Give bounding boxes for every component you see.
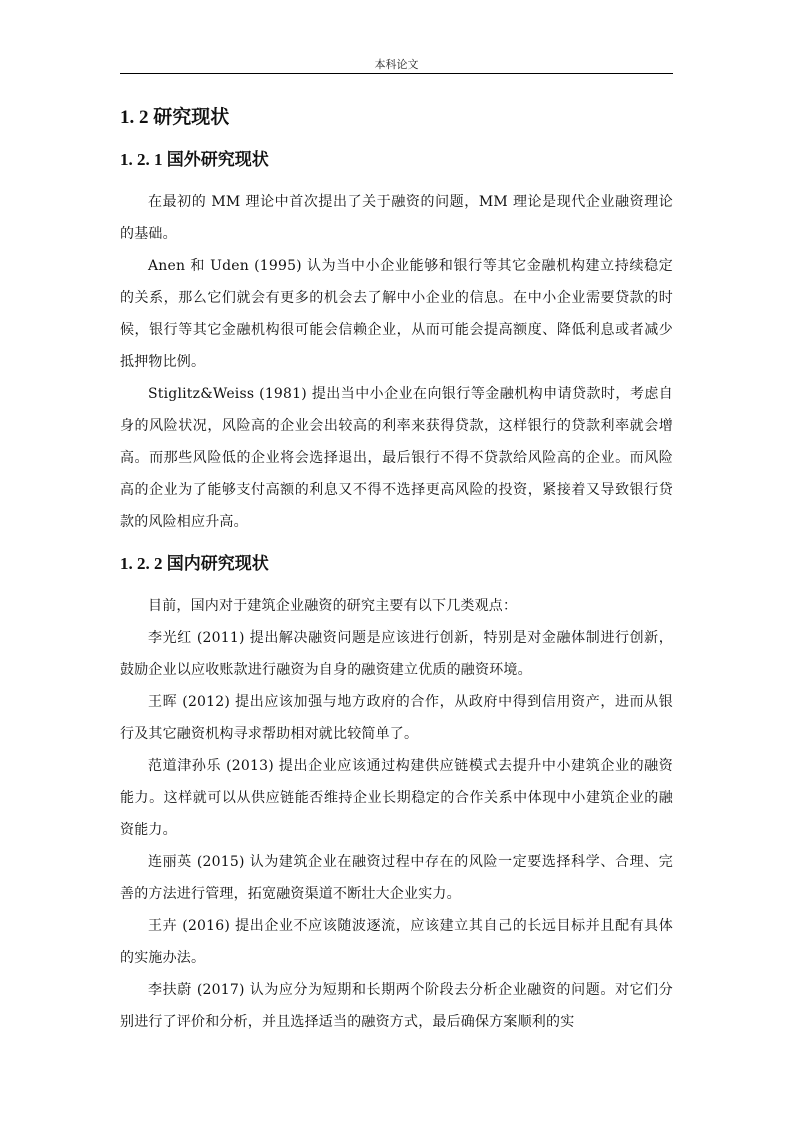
paragraph: 王卉 (2016) 提出企业不应该随波逐流，应该建立其自己的长远目标并且配有具体的实施办法。 <box>120 918 673 966</box>
paragraph: 在最初的 MM 理论中首次提出了关于融资的问题，MM 理论是现代企业融资理论的基础。 <box>120 194 673 242</box>
page-content <box>120 102 673 1038</box>
header-divider <box>120 73 673 74</box>
paragraph: Anen 和 Uden (1995) 认为当中小企业能够和银行等其它金融机构建立持续稳定的关系，那么它们就会有更多的机会去了解中小企业的信息。在中小企业需要贷款的时候，银行等其它金融机构很可能会信赖企业，从而可能会提高额度、降低利息或者减少抵押物比例。 <box>120 258 673 370</box>
paragraph: 连丽英 (2015) 认为建筑企业在融资过程中存在的风险一定要选择科学、合理、完善的方法进行管理，拓宽融资渠道不断壮大企业实力。 <box>120 854 673 902</box>
paragraph: 目前，国内对于建筑企业融资的研究主要有以下几类观点： <box>148 598 518 614</box>
section-heading-1-2: 1. 2 研究现状 <box>120 107 230 128</box>
paragraph: Stiglitz&Weiss (1981) 提出当中小企业在向银行等金融机构申请贷款时，考虑自身的风险状况，风险高的企业会出较高的利率来获得贷款，这样银行的贷款利率就会增高。而那些风险低的企业将会选择退出，最后银行不得不贷款给风险高的企业。而风险高的企业为了能够支付高额的利息又不得不选择更高风险的投资，紧接着又导致银行贷款的风险相应升高。 <box>120 386 673 530</box>
paragraph: 范道津孙乐 (2013) 提出企业应该通过构建供应链模式去提升中小建筑企业的融资能力。这样就可以从供应链能否维持企业长期稳定的合作关系中体现中小建筑企业的融资能力。 <box>120 758 673 838</box>
paragraph: 李光红 (2011) 提出解决融资问题是应该进行创新，特别是对金融体制进行创新，鼓励企业以应收账款进行融资为自身的融资建立优质的融资环境。 <box>120 630 673 678</box>
subsection-heading-1-2-2: 1. 2. 2 国内研究现状 <box>120 554 269 573</box>
paragraph: 王晖 (2012) 提出应该加强与地方政府的合作，从政府中得到信用资产，进而从银行及其它融资机构寻求帮助相对就比较简单了。 <box>120 694 673 742</box>
paragraph: 李扶蔚 (2017) 认为应分为短期和长期两个阶段去分析企业融资的问题。对它们分别进行了评价和分析，并且选择适当的融资方式，最后确保方案顺利的实 <box>120 982 673 1030</box>
running-header: 本科论文 <box>374 58 419 71</box>
subsection-heading-1-2-1: 1. 2. 1 国外研究现状 <box>120 150 269 169</box>
